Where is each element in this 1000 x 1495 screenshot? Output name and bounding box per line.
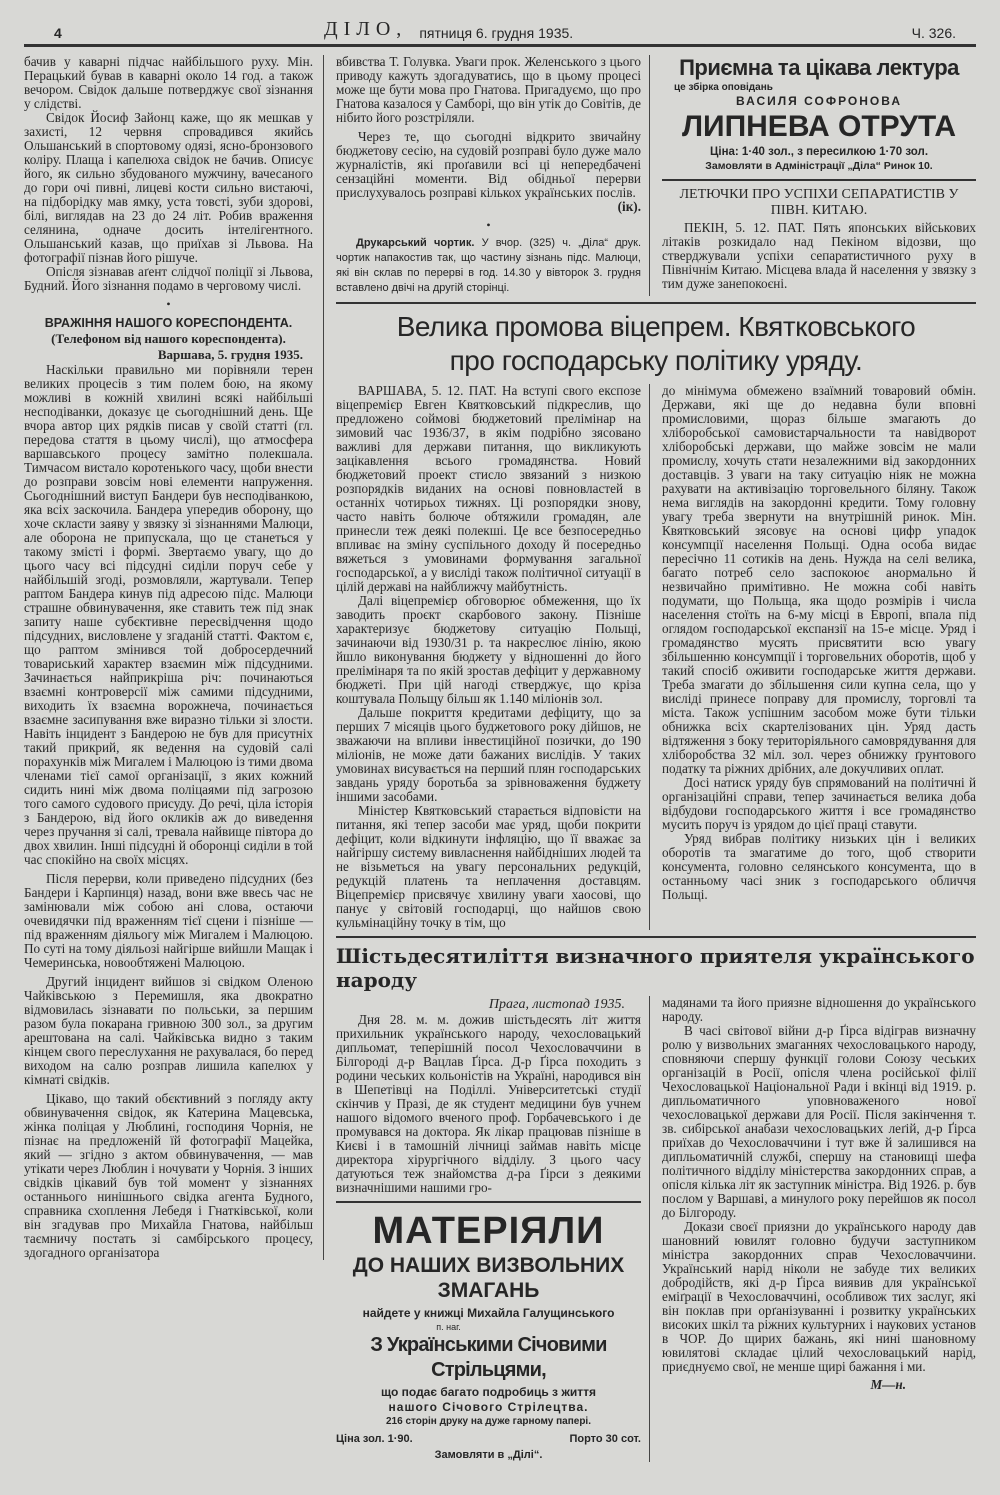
speech-column-b	[662, 384, 976, 902]
issue-number: Ч. 326.	[911, 25, 956, 41]
top-right-column	[662, 55, 976, 291]
trial-report-column	[24, 55, 324, 1260]
page-body	[24, 55, 976, 1462]
ad-text: 216 сторін друку на дуже гарному папері.	[386, 1416, 591, 1427]
ad-subtitle: ЗМАГАНЬ	[437, 1279, 540, 1302]
paragraph: ВАРШАВА, 5. 12. ПАТ. На вступі свого експозе віцепремієр Евген Квятковський підкреслив, що предложено соймові бюджетовий прелімінар на зимовий час 1936/37, в якім подрібно зясовано важливі для держави питання, що викликують зацікавлення всього громадянства. Новий бюджетовий проект стисло звязаний з низкою розпорядків виданих на основі повновластей в останніх чотирьох тижнях. Ці розпорядки знову, часто навіть болюче обтяжили громадян, але принесли теж деякі полекші. Це все безпосередньо впливає на зміну суспільного доходу й посередньо вяжеться з умовинами формування загальної господарської, а у висліді також політичної ситуації в цілій державі на найближчу майбутність.	[336, 383, 641, 594]
paragraph: бачив у каварні підчас найбільшого руху. Мін. Перацький бував в каварні около 14 год. а також вечором. Свідок дальше потверджує свої зізнання у слідстві.	[24, 54, 313, 111]
dateline: Прага, листопад 1935.	[488, 997, 625, 1012]
materials-advertisement	[336, 1209, 641, 1462]
signature: М—н.	[870, 1377, 906, 1392]
issue-date: пятниця 6. грудня 1935.	[419, 25, 574, 41]
paragraph: Наскільки правильно ми порівняли терен великих процесів з тим полем бою, на якому можливі в кожній хвилині всякі найбільші несподіванки, доказує це сьогоднішний день. Ще вчора автор цих рядків писав у своїй статті (гл. передова стаття в цьому числі), що атмосфера варшавського процесу замітно полекшала. Тимчасом вистало коротенького часу, щоби внести до розправи зовсім нові елементи напруження. Сьогоднішний виступ Бандери був несподіванкою, яка всіх заскочила. Бандера упередив оборону, що хоче скласти заяву у звязку зі зізнаннями Малюци, але оборона не припускала, що це станеться у такому змісті і формі. Звертаємо увагу, що до цього часу всі підсудні сиділи поруч себе у найбільшій згоді, розмовляли, жартували. Тепер раптом Бандера кинув під адресою підс. Малюци страшне обвинувачення, яке ставить теж під знак запиту наше субєктивне пересвідчення щодо підсудних, висловлене у згаданій статті. Фактом є, що раптом змінився той добросердечний товариський характер взаємин між підсудними. Зачинається найприкріша річ: починаються взаємні контроверсії між самими підсудними, виходить їх взаємна ворожнеча, починається взаємне засипування вже виразно тільки зі злости. Навіть інцидент з Бандерою не був для присутніх такий прикрий, як ведення на судовій салі порахунків між Мигалем і Малюцою із тими двома членами тієї самої організації, з яких кожний сидить нині між двома поліцаями під загрозою того самого судового присуду. До речі, ціла історія з Бандерою, від його окликів аж до виведення через пручання зі салі, тревала найвище півтора до двох хвилин. Інші підсудні й оборонці сиділи в той час спокійно на своїх місцях.	[24, 362, 313, 867]
ad-postage: Порто 30 сот.	[569, 1433, 641, 1445]
ad-subtitle: ДО НАШИХ ВИЗВОЛЬНИХ	[352, 1254, 625, 1277]
ad-price-row	[336, 1432, 641, 1446]
printer-devil-note	[336, 236, 641, 296]
right-area	[336, 55, 976, 1462]
jubilee-headline: Шістьдесятиліття визначного приятеля українського народу	[336, 944, 975, 992]
paragraph: Через те, що сьогодні відкрито звичайну бюджетову сесію, на судовій розправі було дуже мало журналістів, які проґавили всі ці непередбачені сензаційні моменти. Від обідньої перерви прислухувалось розправі кількох українських послів.	[336, 129, 641, 200]
ad-order-info: Замовляти в „Ділі“.	[434, 1449, 543, 1461]
speech-column-a	[336, 384, 650, 930]
dateline: Варшава, 5. грудня 1935.	[157, 347, 303, 362]
ad-book-title: ЛИПНЕВА ОТРУТА	[681, 110, 957, 143]
headline-line: про господарську політику уряду.	[449, 345, 863, 376]
paragraph: Далі віцепремієр обговорює обмеження, що їх заводить проєкт скарбового закону. Пізніше характеризує бюджетову ситуацію Польщі, зачинаючи від 1930/31 р. та накреслює лінію, якою йшло виконування бюджету у відношенні до його прелімінаря та по якій зростав дефіцит у державному бюджеті. При цій нагоді стверджує, що кріза коштувала Польщу більш як 1.140 міліонів зол.	[336, 593, 641, 706]
ad-price: Ціна зол. 1·90.	[336, 1433, 413, 1445]
paragraph: Дня 28. м. м. дожив шістьдесять літ життя прихильник українського народу, чехословацький дипльомат, теперішній посол Чехословаччини в Білгороді д-р Вацлав Ґірса. Д-р Ґірса походить з родини чеських кольоністів на Україні, народився він в Шепетівці на Поділлі. Університетські студії скінчив у Празі, де як студент медицини був учнем нашого відомого вченого проф. Горбачевського і де промувався на доктора. Як лікар працював пізніше в Києві і в тамошній лічниці займав навіть місце директора хірургічного відділу. З цього часу датуються теж знайомства д-ра Ґірси з деякими визначнішими нашими гро-	[336, 1012, 641, 1195]
ad-text: що подає багато подробиць з життя	[381, 1385, 596, 1399]
page-header	[24, 18, 976, 47]
paragraph: до мінімума обмежено взаїмний товаровий обмін. Держави, які ще до недавна були вповні промисловими, щораз більше змагають до хліборобської самовистарчальности та навідворот хліборобські держави, що майже зовсім не мали промислу, хочуть стати незалежними від закордонних доставців. З уваги на таку ситуацію ніяк не можна рахувати на активізацію торговельного біляну. Також нема виглядів на закордонні кредити. Тому головну увагу треба звернути на внутрішній ринок. Мін. Квятковський зясовує на основі цифр упадок консумпції населення Польщі. Одна особа видає пересічно 11 сотиків на день. Нужда на селі велика, багато потреб село заспокоює анормально й незвичайно примітивно. Не можна собі навіть подумати, що Польща, яка щодо розмірів і числа населення стоїть на 6-му місці в Европі, впала під оглядом господарської експанзії на 15-е місце. Уряд і громадянство мусять присвятити всю увагу збільшенню консумпції і торговельних оборотів, щоб у такий спосіб оживити господарське життя держави. Треба змагати до збільшення сили купна села, що у висліді принесе поправу для промислу, торговлі та міста. Також успішним засобом може бути тільки обнижка всіх скартелізованих цін. Уряд дасть відтяження з боку територіяльного самоврядування для хліборобства 32 міл. зол. через обнижку ґрунтового податку та ріжних дрібних, але докучливих оплат.	[662, 383, 976, 776]
paragraph: Свідок Йосиф Зайонц каже, що як мешкав у захисті, 12 червня спровадився якийсь Ольшанський в спортовому одязі, ясно-бронзового коліру. Плаща і капелюха свідок не бачив. Описує його, як сильно збудованого мужчину, вачесаного до гори очі пивні, лицеві кости сильно вистаючі, на підборідку мав ямку, уста товсті, зуби здорові, білі, виглядав на 23 до 24 літ. Робив враження селянина, одначе досить інтелігентного. Ольшанський казав, що приїхав зі Львова. На фотографії пізнав його рішуче.	[24, 110, 313, 265]
ad-price: Ціна: 1·40 зол., з пересилкою 1·70 зол.	[709, 146, 929, 158]
ad-book-title: З Українськими Січовими Стрільцями,	[370, 1334, 607, 1381]
speech-columns	[336, 384, 976, 930]
ad-intro: це збірка оповідань	[674, 82, 773, 93]
headline-line: Велика промова віцепрем. Квятковського	[396, 311, 916, 342]
section-rule	[336, 936, 976, 938]
paragraph: Докази своєї приязни до українського народу дав шановний ювилят головно будучи заступником міністра закордонних справ Чехословаччини. Український нарід ніколи не забуде тих великих добродійств, які д-р Ґірса виявив для української еміґрації в Чехословаччині, особливож тих заслуг, які він поклав при орґанізуванні і розвитку українських високих шкіл та ріжних культурних і наукових установ в ЧОР. До щирих бажань, які нині шановному ювилятові складає цілий чехословацький нарід, приєднуємо свої, не менше щирі бажання і ми.	[662, 1219, 976, 1374]
paragraph: вбивства Т. Голувка. Уваги прок. Желенського з цього приводу кажуть здогадуватись, що в цьому процесі може ще бути мова про Гнатова. Пригадуємо, що про Гнатова казалося у Самборі, що він утік до Совітів, де нібито його розстріляли.	[336, 54, 641, 125]
paragraph: Уряд вибрав політику низьких цін і великих оборотів та змагатиме до того, щоб створити консумента, головно селянського консумента, що в останньому часі зник з господарського обличчя Польщі.	[662, 831, 976, 902]
ad-order-info: Замовляти в Адміністрації „Діла“ Ринок 10.	[705, 160, 933, 172]
ad-author: ВАСИЛЯ СОФРОНОВА	[736, 94, 902, 108]
paragraph: Цікаво, що такий обєктивний з погляду акту обвинувачення свідок, як Катерина Мацевська, жінка поліцая у Люблині, господиня Чорнія, не пізнає на предложеній їй фотографії Мацейка, який — згідно з актом обвинувачення, — мав утікати через Люблин і ночувати у Чорнія. З інших свідків цікавий був той момент у зізнаннях останнього нинішнього свідка агента Будного, справника схоплення Лебедя і Гнатківської, коли він згадував про Михайла Гнатова, найбільш таємничу постать зі самбірського процесу, здогадного організатора	[24, 1091, 313, 1260]
section-subtitle: (Телефоном від нашого кореспондента).	[51, 331, 286, 346]
ad-text: найдете у книжці Михайла Галущинського	[362, 1306, 615, 1320]
paragraph: Дальше покриття кредитами дефіциту, що за перших 7 місяців цього буджетового року дійшов, не зважаючи на впливи інвестиційної позички, до 190 міліонів, не може дати бажаних вислідів. У таких умовинах висувається на перший плян господарських завдань уряду боротьба за зрівноваження буджету іншими засобами.	[336, 705, 641, 804]
separator-dot: •	[166, 297, 171, 311]
paragraph: Міністер Квятковський старається відповісти на питання, які тепер засоби має уряд, щоби покрити дефіцит, коли відкинути інфляцію, що її вважає за найгіршу систему вивласнення найбідніших людей та не візьметься на увагу персональних редукцій, редукцій платень та неплачення доставцям. Віцепремієр присвячує хвилину уваги хаосові, що панує у світовій господарці, що найшов свою кульмінаційну точку в тім, що	[336, 803, 641, 930]
jubilee-column-a	[336, 996, 650, 1462]
speech-headline	[336, 310, 976, 378]
ad-title: МАТЕРІЯЛИ	[372, 1210, 605, 1252]
jubilee-column-b	[662, 996, 976, 1392]
ad-headline: Приємна та цікава лектура	[679, 55, 959, 80]
paragraph: В часі світової війни д-р Ґірса відіграв визначну ролю у визвольних змаганнях чехословацького народу, сповняючи спершу функції голови Союзу чеських організацій в Росії, опісля члена російської філії Чехословацької Національної Ради і вкінці від 1919. р. дипльоматичного уповноваженого нової чехословацької держави для Росії. Після закінчення т. зв. сибірської анабази чехословацьких леґій, д-р Ґірса приїхав до Чехословаччини і тут вже й залишився на дипльоматичній службі, спершу на становищі шефа політичного відділу міністерства закордонних справ, а опісля кілька літ як заступник міністра. Від 1926. р. був послом у Варшаві, а минулого року перейшов як посол до Білгороду.	[662, 1023, 976, 1220]
separator-dot: •	[486, 218, 491, 232]
top-row	[336, 55, 976, 296]
trial-report-continuation	[336, 55, 650, 296]
section-rule	[336, 302, 976, 304]
ad-text: п. наг.	[436, 1322, 461, 1332]
section-title: ВРАЖІННЯ НАШОГО КОРЕСПОНДЕНТА.	[44, 316, 293, 330]
ad-text: нашого Січового Стрілецтва.	[388, 1400, 589, 1414]
paragraph: Досі натиск уряду був спрямований на політичні й організаційні справи, тепер зачинається велика доба відбудови господарського життя і все громадянство мусить поруч із урядом до цієї праці ставути.	[662, 775, 976, 832]
book-advertisement	[662, 55, 976, 173]
note-text: У вчор. (325) ч. „Діла“ друк. чортик напакостив так, що частину зізнань підс. Малюци, які він склав по перерві в год. 14.30 у вівторок 3. грудня вставлено двічі на другій сторінці.	[336, 237, 642, 294]
paragraph: ПЕКІН, 5. 12. ПАТ. Пять японських військових літаків розкидало над Пекіном відозви, що стверджували успіхи сепаратистичного руху в Північнім Китаю. Місцева влада й населення у звязку з тим дуже занепокоєні.	[662, 220, 976, 291]
masthead: ДІЛО,	[324, 18, 408, 40]
jubilee-columns	[336, 996, 976, 1462]
article-title: ЛЕТЮЧКИ ПРО УСПІХИ СЕПАРАТИСТІВ У ПІВН. КИТАЮ.	[679, 187, 959, 218]
note-label: Друкарський чортик.	[356, 237, 475, 249]
leaflets-article	[662, 187, 976, 291]
page-number: 4	[54, 25, 62, 41]
ad-rule	[662, 179, 976, 181]
paragraph: Опісля зізнавав аґент слідчої поліції зі Львова, Будний. Його зізнання подамо в черговому числі.	[24, 264, 313, 293]
paragraph: Другий інцидент вийшов зі свідком Оленою Чайківською з Перемишля, яка двократно відмовилась зізнавати по польськи, за першим разом була покарана гривною 300 зол., за другим арештована на салі. Чайківська видно з таким кінцем свого переслухання не рахувалася, бо перед виходом на салю розправ лишила капелюх у кімнаті свідків.	[24, 974, 313, 1087]
paragraph: Після перерви, коли приведено підсудних (без Бандери і Карпинця) назад, вони вже ввесь час не замінювали між собою ані слова, остаючи очевидячки під враженням тієї сцени і пізніше — під враженням діяльогу між Мигалем і Малюцою. По суті на тому діяльозі найгірше вийшли Мащак і Чемеринська, новообтяжені Малюцою.	[24, 871, 313, 970]
signature: (ік).	[617, 199, 641, 214]
section-rule	[336, 1201, 641, 1203]
paragraph: мадянами та його приязне відношення до українського народу.	[662, 995, 976, 1024]
